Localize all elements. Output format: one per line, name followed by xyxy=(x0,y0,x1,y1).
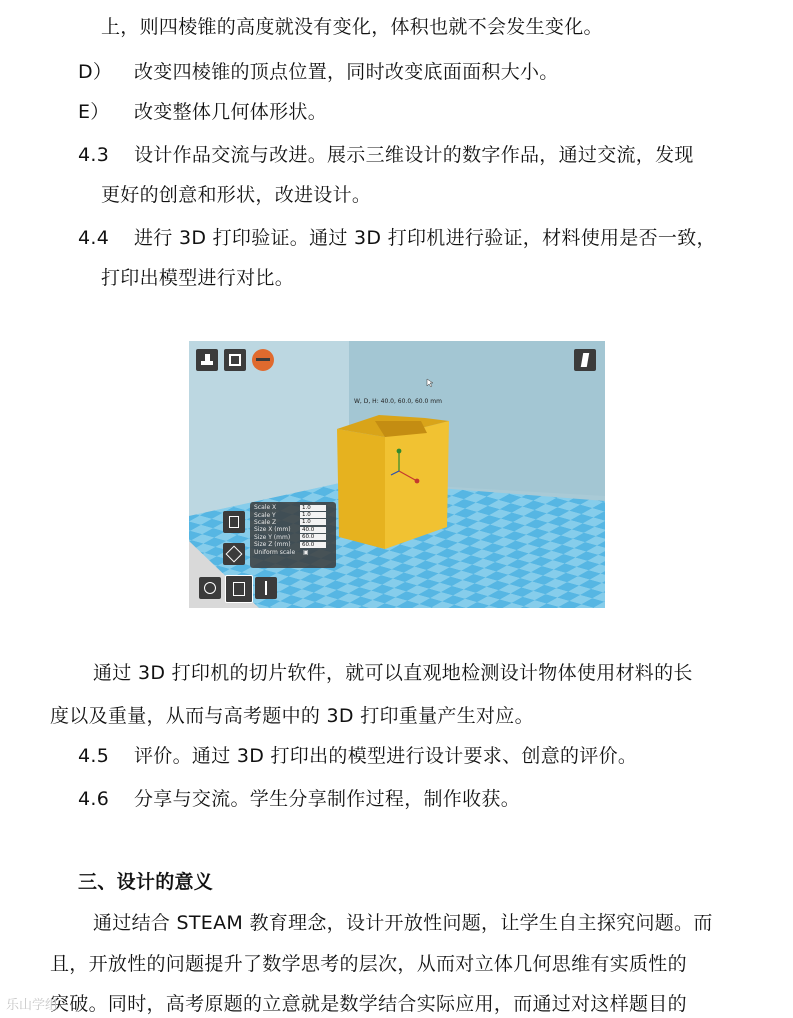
paragraph-line: 通过结合 STEAM 教育理念，设计开放性问题，让学生自主探究问题。而 xyxy=(93,912,713,934)
scale-panel xyxy=(250,502,336,568)
uniform-scale-row xyxy=(254,548,332,555)
list-text: 改变整体几何体形状。 xyxy=(134,101,328,123)
section-4-6 xyxy=(78,787,520,811)
section-text: 评价。通过 3D 打印出的模型进行设计要求、创意的评价。 xyxy=(134,745,638,767)
load-file-icon[interactable] xyxy=(196,349,218,371)
section-4-4 xyxy=(78,226,716,250)
paragraph-line: 突破。同时，高考原题的立意就是数学结合实际应用，而通过对这样题目的 xyxy=(50,993,687,1015)
paragraph-line: 通过 3D 打印机的切片软件，就可以直观地检测设计物体使用材料的长 xyxy=(93,662,693,684)
scale-label: Scale X xyxy=(254,504,277,512)
mirror-tool-icon[interactable] xyxy=(223,543,245,565)
scale-label: Size X (mm) xyxy=(254,526,291,534)
scale-tool-active-icon[interactable] xyxy=(225,575,253,603)
size-x-input[interactable]: 40.0 xyxy=(300,527,326,533)
watermark: 乐山学组 xyxy=(6,998,59,1013)
section-text: 设计作品交流与改进。展示三维设计的数字作品，通过交流，发现 xyxy=(134,144,694,166)
list-item-e xyxy=(78,100,327,124)
paragraph-line: 且，开放性的问题提升了数学思考的层次，从而对立体几何思维有实质性的 xyxy=(50,953,687,975)
save-icon[interactable] xyxy=(224,349,246,371)
section-heading: 三、设计的意义 xyxy=(78,871,214,893)
list-marker: D） xyxy=(78,61,113,83)
rotate-tool-icon[interactable] xyxy=(199,577,221,599)
list-text: 改变四棱锥的顶点位置，同时改变底面面积大小。 xyxy=(134,61,559,83)
scale-row xyxy=(254,511,332,518)
view-mode-icon[interactable] xyxy=(574,349,596,371)
axis-x-handle[interactable] xyxy=(415,479,420,484)
section-number: 4.6 xyxy=(78,788,110,810)
slicer-scene xyxy=(189,341,605,608)
object-front xyxy=(337,429,385,549)
section-number: 4.5 xyxy=(78,745,110,767)
scale-label: Scale Z xyxy=(254,518,277,526)
section-4-4-cont: 打印出模型进行对比。 xyxy=(101,267,295,289)
scale-row xyxy=(254,534,332,541)
scale-label: Size Z (mm) xyxy=(254,541,291,549)
size-y-input[interactable]: 60.0 xyxy=(300,534,326,540)
scale-row xyxy=(254,541,332,548)
section-4-3 xyxy=(78,143,694,167)
paragraph-line: 度以及重量，从而与高考题中的 3D 打印重量产生对应。 xyxy=(50,705,534,727)
lock-icon[interactable]: ▣ xyxy=(303,548,309,556)
section-number: 4.3 xyxy=(78,144,110,166)
scale-x-input[interactable]: 1.0 xyxy=(300,505,326,511)
paragraph-line: 上，则四棱锥的高度就没有变化，体积也就不会发生变化。 xyxy=(101,16,603,38)
scale-row xyxy=(254,504,332,511)
slicer-screenshot xyxy=(189,341,605,608)
section-4-3-cont: 更好的创意和形状，改进设计。 xyxy=(101,184,372,206)
section-4-5 xyxy=(78,744,637,768)
scale-label: Size Y (mm) xyxy=(254,533,291,541)
section-text: 进行 3D 打印验证。通过 3D 打印机进行验证，材料使用是否一致， xyxy=(134,227,716,249)
scale-row xyxy=(254,526,332,533)
axis-z-handle[interactable] xyxy=(397,449,402,454)
list-marker: E） xyxy=(78,101,110,123)
uniform-scale-label: Uniform scale xyxy=(254,548,296,556)
scale-y-input[interactable]: 1.0 xyxy=(300,512,326,518)
section-text: 分享与交流。学生分享制作过程，制作收获。 xyxy=(134,788,521,810)
list-item-d xyxy=(78,60,559,84)
print-icon[interactable] xyxy=(252,349,274,371)
scale-row xyxy=(254,519,332,526)
scale-z-input[interactable]: 1.0 xyxy=(300,519,326,525)
section-number: 4.4 xyxy=(78,227,110,249)
dimensions-label: W, D, H: 40.0, 60.0, 60.0 mm xyxy=(354,398,442,405)
scale-tool-icon[interactable] xyxy=(223,511,245,533)
scale-label: Scale Y xyxy=(254,511,276,519)
size-z-input[interactable]: 60.0 xyxy=(300,542,326,548)
mirror-mode-icon[interactable] xyxy=(255,577,277,599)
